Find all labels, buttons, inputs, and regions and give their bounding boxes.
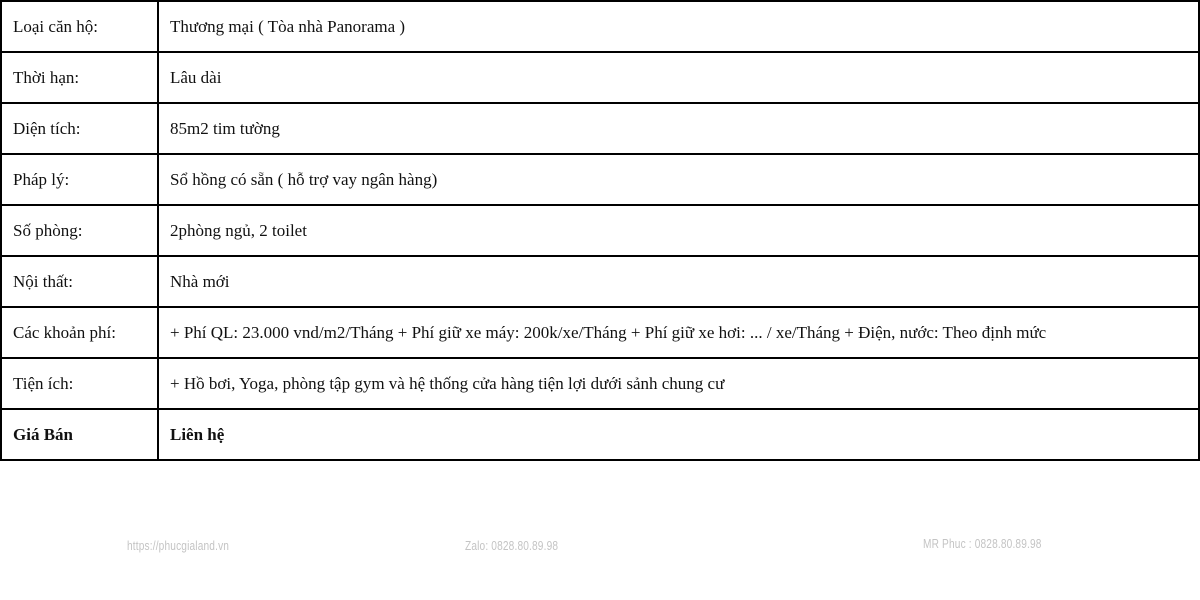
row-value: Thương mại ( Tòa nhà Panorama ) [158, 1, 1199, 52]
row-label: Pháp lý: [1, 154, 158, 205]
zalo-watermark: Zalo: 0828.80.89.98 [465, 538, 559, 553]
price-label: Giá Bán [1, 409, 158, 460]
price-value: Liên hệ [158, 409, 1199, 460]
row-value: + Phí QL: 23.000 vnd/m2/Tháng + Phí giữ xe máy: 200k/xe/Tháng + Phí giữ xe hơi: ... / xe/Tháng + Điện, nước: Theo định mức [158, 307, 1199, 358]
row-value: Nhà mới [158, 256, 1199, 307]
row-label: Các khoản phí: [1, 307, 158, 358]
table-row [1, 307, 1199, 358]
table-row [1, 103, 1199, 154]
row-label: Số phòng: [1, 205, 158, 256]
row-value: + Hồ bơi, Yoga, phòng tập gym và hệ thống cửa hàng tiện lợi dưới sảnh chung cư [158, 358, 1199, 409]
price-row [1, 409, 1199, 460]
table-row [1, 1, 1199, 52]
row-value: 2phòng ngủ, 2 toilet [158, 205, 1199, 256]
website-watermark: https://phucgialand.vn [127, 538, 230, 553]
row-value: Sổ hồng có sẵn ( hỗ trợ vay ngân hàng) [158, 154, 1199, 205]
table-row [1, 256, 1199, 307]
table-row [1, 154, 1199, 205]
contact-watermark: MR Phuc : 0828.80.89.98 [923, 536, 1042, 551]
row-value: Lâu dài [158, 52, 1199, 103]
row-value: 85m2 tim tường [158, 103, 1199, 154]
row-label: Thời hạn: [1, 52, 158, 103]
table-row [1, 358, 1199, 409]
row-label: Tiện ích: [1, 358, 158, 409]
table-row [1, 205, 1199, 256]
row-label: Diện tích: [1, 103, 158, 154]
table-row [1, 52, 1199, 103]
row-label: Nội thất: [1, 256, 158, 307]
row-label: Loại căn hộ: [1, 1, 158, 52]
